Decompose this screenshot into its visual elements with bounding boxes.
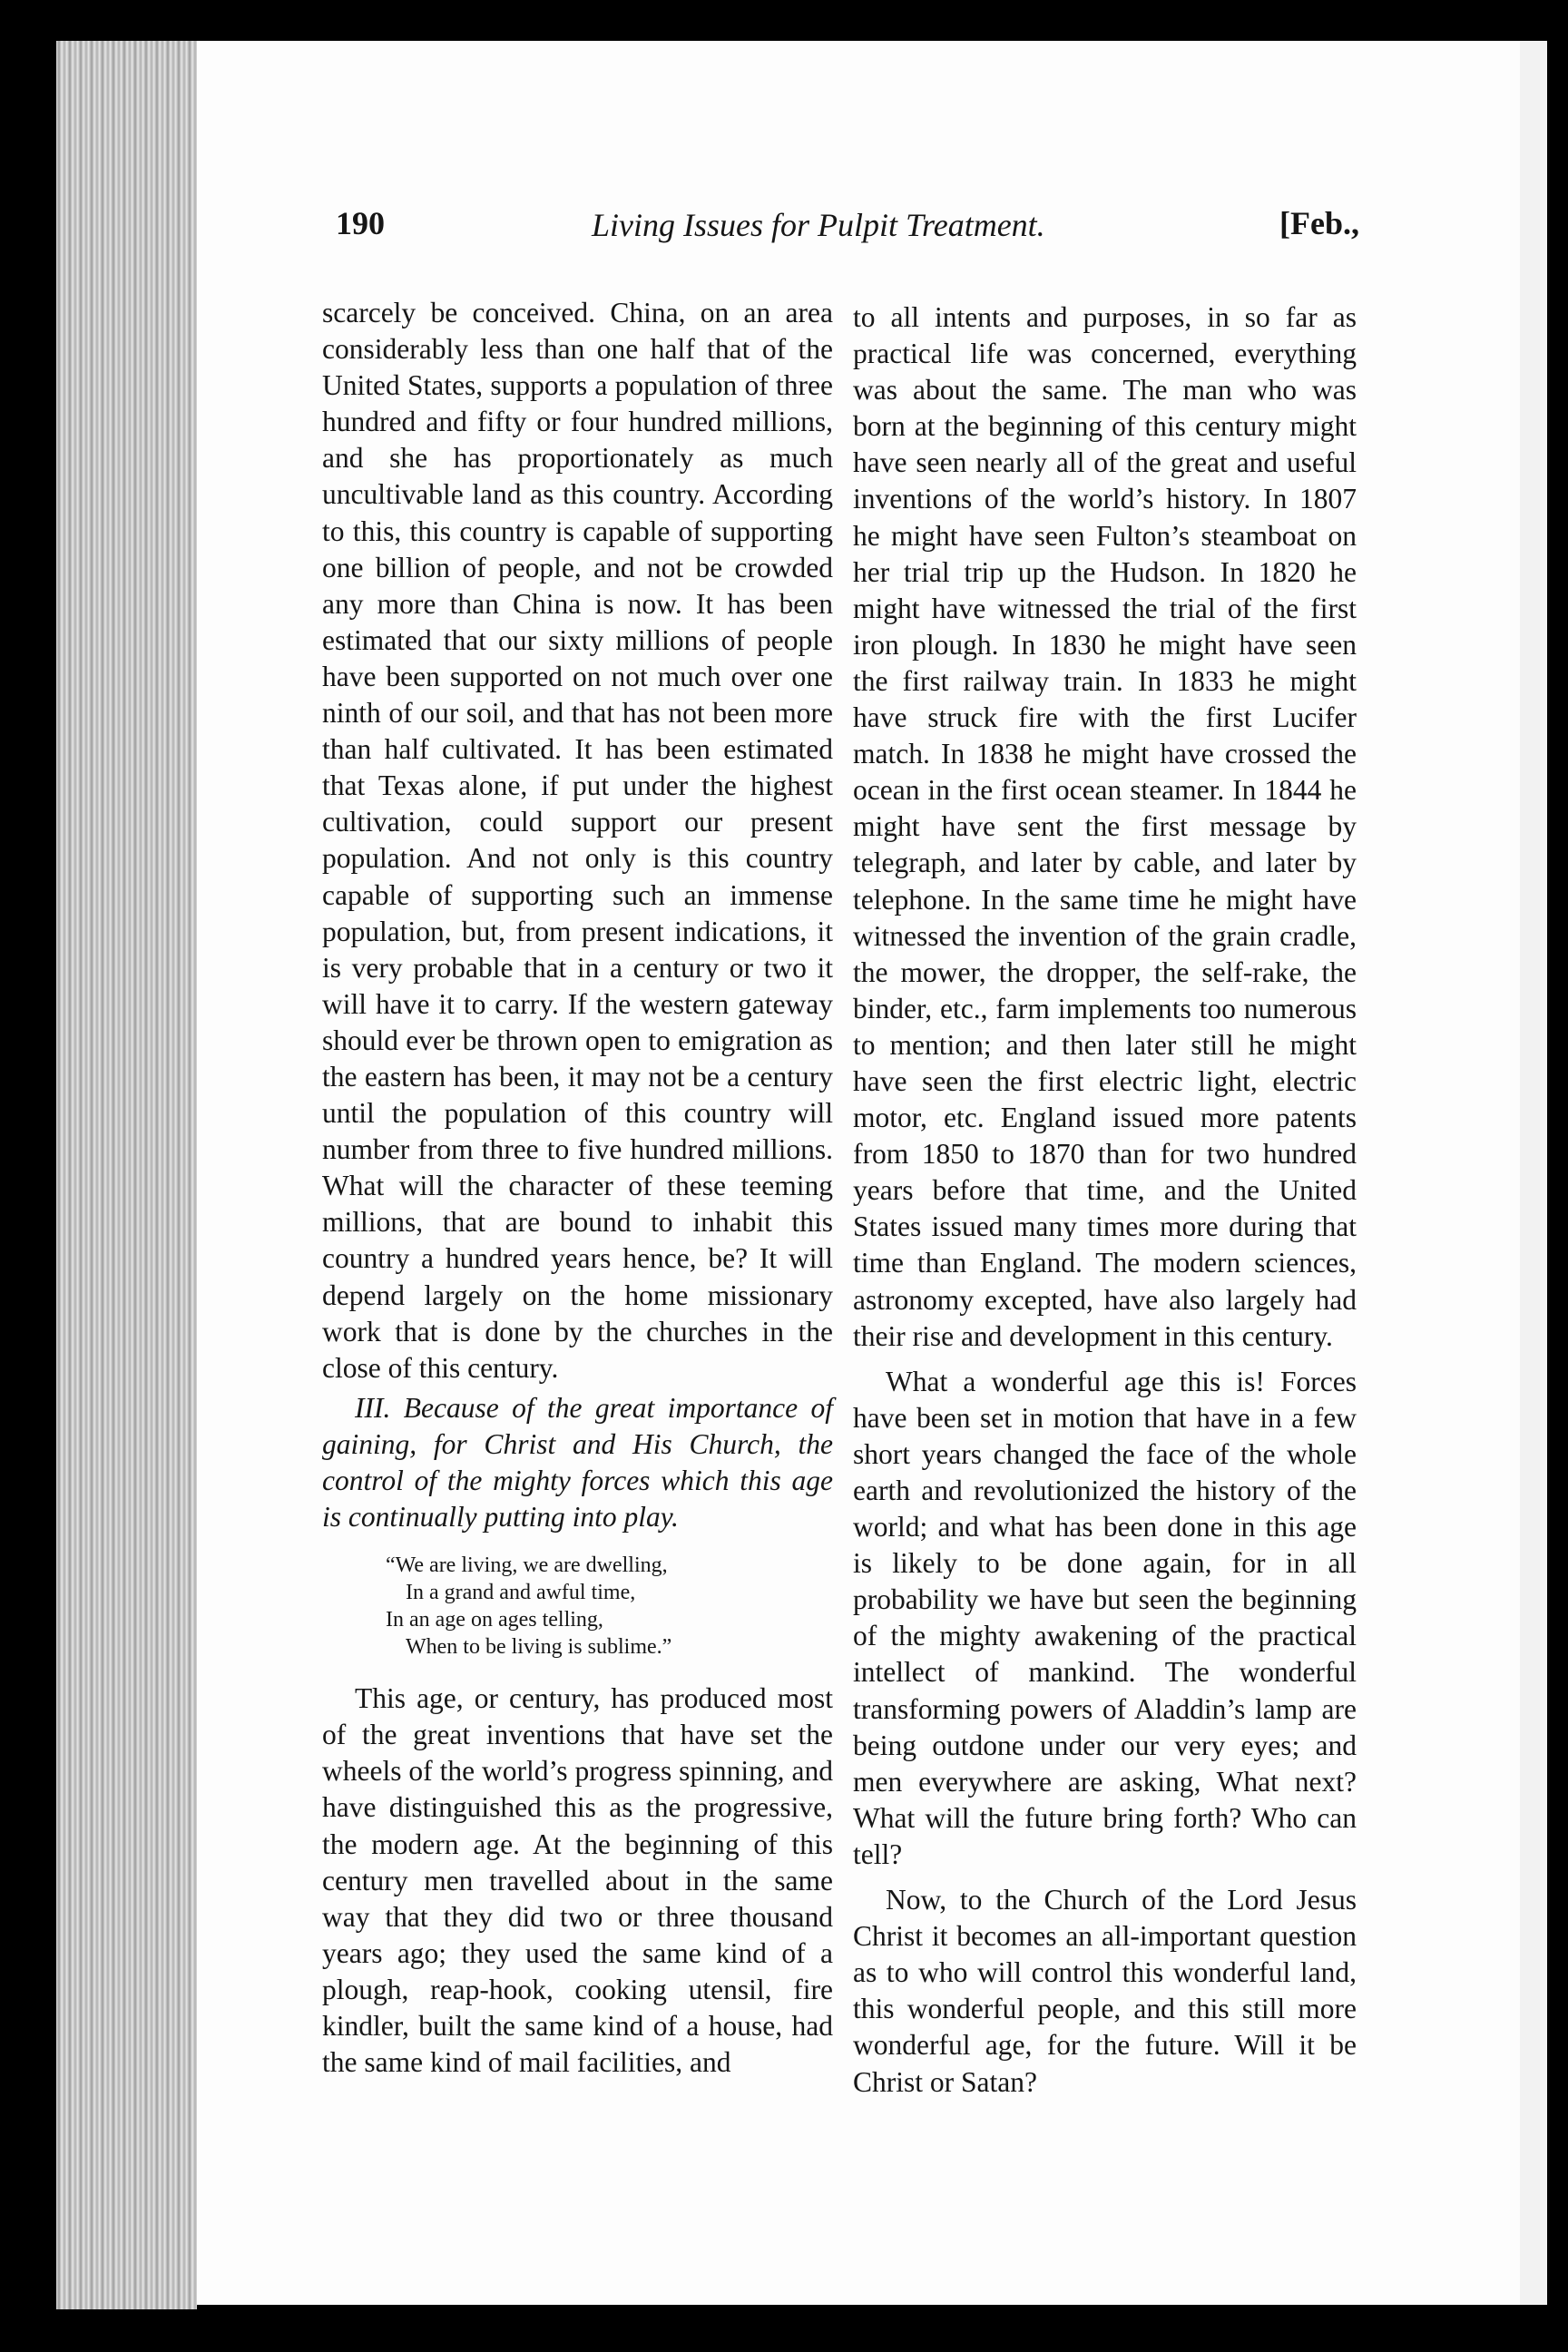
left-paragraph-1: scarcely be conceived. China, on an area considerably less than one half that of the United States, supports a population of three hundred and fifty or four hundred millions, and she has proportionately as much uncultivable land as this country. According to this, this country is capable of supporting one billion of people, and not be crowded any more than China is now. It has been estimated that our sixty millions of people have been supported on not much over one ninth of our soil, and that has not been more than half cultivated. It has been estimated that Texas alone, if put under the highest cultivation, could support our present population. And not only is this country capable of supporting such an immense population, but, from present indications, it is very probable that in a century or two it will have it to carry. If the western gateway should ever be thrown open to emigration as the eastern has been, it may not be a century until the population of this country will number from three to five hundred millions. What will the character of these teeming millions, that are bound to inhabit this country a hundred years hence, be? It will depend largely on the home missionary work that is done by the churches in the close of this century. bbox=[322, 297, 833, 1384]
left-column bbox=[322, 295, 833, 2081]
section-heading-iii: III. Because of the great importance of gaining, for Christ and His Church, the control of the mighty forces which this age is continually putting into play. bbox=[322, 1391, 833, 1534]
page-header bbox=[328, 204, 1408, 259]
poem-quote bbox=[386, 1552, 833, 1661]
poem-line: In an age on ages telling, bbox=[386, 1608, 603, 1632]
right-column bbox=[853, 299, 1357, 2101]
page-edges bbox=[56, 41, 197, 2309]
poem-line: “We are living, we are dwelling, bbox=[386, 1553, 668, 1578]
left-paragraph-2: This age, or century, has produced most of the great inventions that have set the wheels of the world’s progress spinning, and have distinguished this as the progressive, the modern age. At the beginning of this century men travelled about in the same way that they did two or three thousand years ago; they used the same kind of a plough, reap-hook, cooking utensil, fire kindler, built the same kind of a house, had the same kind of mail facilities, and bbox=[322, 1682, 833, 2079]
poem-line: In a grand and awful time, bbox=[406, 1581, 636, 1605]
right-paragraph-3: Now, to the Church of the Lord Jesus Christ it becomes an all-important question as to who will control this wonderful land, this wonderful people, and this still more wonderful age, for the future. Will it be Christ or Satan? bbox=[853, 1884, 1357, 2098]
scan-border-left bbox=[0, 0, 56, 2352]
scan-border-right bbox=[1547, 0, 1568, 2352]
page-number: 190 bbox=[336, 205, 385, 241]
poem-line: When to be living is sublime.” bbox=[406, 1635, 672, 1660]
page-gutter-right bbox=[1520, 41, 1547, 2305]
right-paragraph-2: What a wonderful age this is! Forces have been set in motion that have in a few short years changed the face of the whole earth and revolutionized the history of the world; and what has been done in this age is likely to be done again, for in all probability we have but seen the beginning of the mighty awakening of the practical intellect of mankind. The wonderful transforming powers of Aladdin’s lamp are being outdone under our very eyes; and men everywhere are asking, What next? What will the future bring forth? Who can tell? bbox=[853, 1365, 1357, 1870]
header-month: [Feb., bbox=[1279, 205, 1359, 241]
right-paragraph-1: to all intents and purposes, in so far as practical life was concerned, everything was about the same. The man who was born at the beginning of this century might have seen nearly all of the great and useful inventions of the world’s history. In 1807 he might have seen Fulton’s steamboat on her trial trip up the Hudson. In 1820 he might have witnessed the trial of the first iron plough. In 1830 he might have seen the first railway train. In 1833 he might have struck fire with the first Lucifer match. In 1838 he might have crossed the ocean in the first ocean steamer. In 1844 he might have sent the first message by telegraph, and later by cable, and later by telephone. In the same time he might have witnessed the invention of the grain cradle, the mower, the dropper, the self-rake, the binder, etc., farm implements too numerous to mention; and then later still he might have seen the first electric light, electric motor, etc. England issued more patents from 1850 to 1870 than for two hundred years before that time, and the United States issued many times more during that time than England. The modern sciences, astronomy excepted, have also largely had their rise and development in this century. bbox=[853, 301, 1357, 1352]
running-head: Living Issues for Pulpit Treatment. bbox=[592, 207, 1045, 243]
